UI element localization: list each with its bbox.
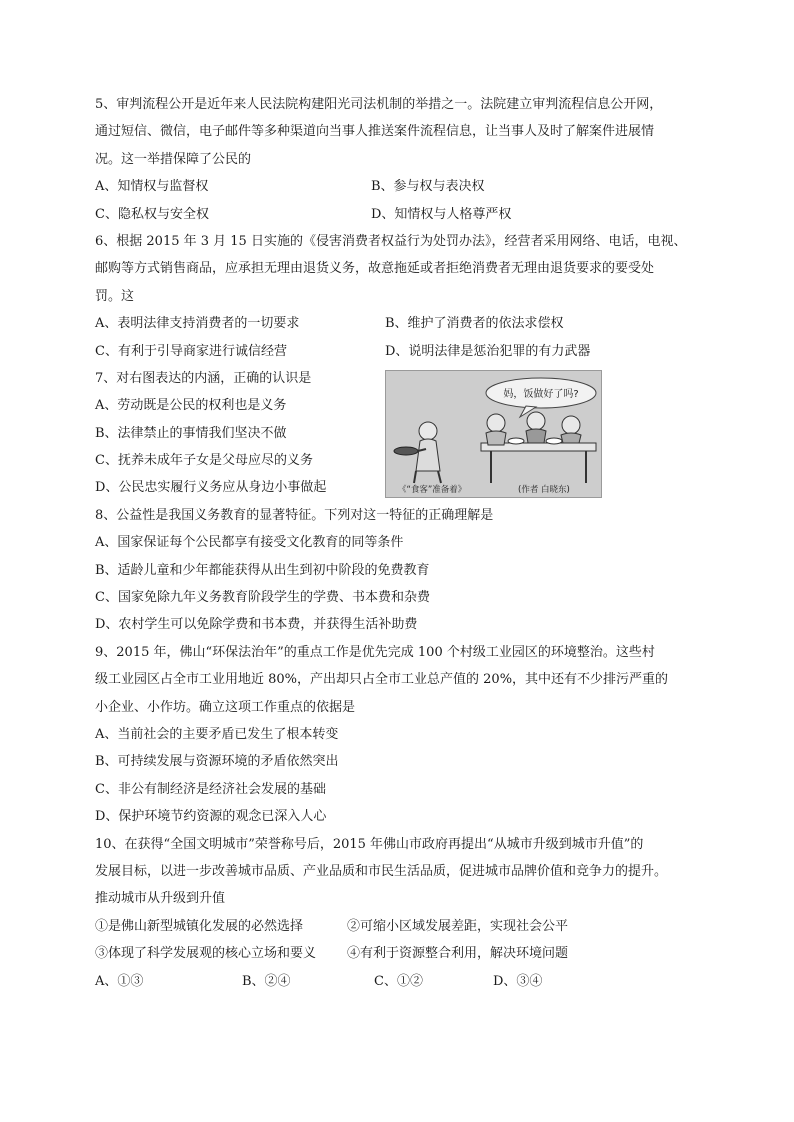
option-c[interactable]: C、非公有制经济是经济社会发展的基础 [95, 781, 326, 797]
question-10-statements-row-1 [95, 913, 705, 940]
exam-page [95, 91, 705, 995]
statement-2: ②可缩小区域发展差距，实现社会公平 [347, 918, 569, 934]
question-10-line-2: 发展目标，以进一步改善城市品质、产业品质和市民生活品质，促进城市品牌价值和竞争力的提升。 [95, 863, 668, 879]
cartoon-caption-author: (作者 白晓东) [518, 484, 570, 495]
question-9 [95, 639, 705, 831]
option-c[interactable]: C、有利于引导商家进行诚信经营 [95, 343, 287, 359]
question-6-options-row-1 [95, 310, 705, 337]
option-b[interactable]: B、适龄儿童和少年都能获得从出生到初中阶段的免费教育 [95, 562, 430, 578]
statement-3: ③体现了科学发展观的核心立场和要义 [95, 946, 317, 962]
option-a[interactable]: A、当前社会的主要矛盾已发生了根本转变 [95, 726, 339, 742]
question-6-line-2: 邮购等方式销售商品，应承担无理由退货义务，故意拖延或者拒绝消费者无理由退货要求的要受处 [95, 261, 655, 277]
question-7-stem: 7、对右图表达的内涵，正确的认识是 [95, 370, 312, 386]
statement-1: ①是佛山新型城镇化发展的必然选择 [95, 918, 304, 934]
option-a[interactable]: A、①③ [95, 973, 144, 989]
option-c[interactable]: C、抚养未成年子女是父母应尽的义务 [95, 453, 313, 469]
option-c[interactable]: C、国家免除九年义务教育阶段学生的学费、书本费和杂费 [95, 590, 430, 606]
option-b[interactable]: B、②④ [242, 973, 291, 989]
question-8 [95, 502, 705, 639]
question-5-options-row-1 [95, 173, 705, 200]
question-6-options-row-2 [95, 338, 705, 365]
option-a[interactable]: A、知情权与监督权 [95, 179, 209, 195]
statement-4: ④有利于资源整合利用，解决环境问题 [347, 946, 569, 962]
option-d[interactable]: D、知情权与人格尊严权 [371, 206, 512, 222]
option-c[interactable]: C、①② [374, 973, 423, 989]
question-5-line-3: 况。这一举措保障了公民的 [95, 151, 252, 167]
option-d[interactable]: D、③④ [493, 973, 543, 989]
question-5 [95, 91, 705, 228]
option-a[interactable]: A、表明法律支持消费者的一切要求 [95, 316, 300, 332]
cartoon-drawing [386, 371, 601, 497]
question-6-line-3: 罚。这 [95, 288, 135, 304]
question-9-line-1: 9、2015 年，佛山“环保法治年”的重点工作是优先完成 100 个村级工业园区的环境整治。这些村 [95, 644, 655, 660]
cartoon-caption-title: 《“食客”准备着》 [398, 484, 467, 495]
option-b[interactable]: B、法律禁止的事情我们坚决不做 [95, 425, 287, 441]
option-d[interactable]: D、保护环境节约资源的观念已深入人心 [95, 809, 327, 825]
question-5-options-row-2 [95, 201, 705, 228]
question-10-options [95, 968, 705, 995]
cartoon-speech-text: 妈，饭做好了吗? [503, 388, 579, 400]
question-10-line-3: 推动城市从升级到升值 [95, 891, 226, 907]
question-8-stem: 8、公益性是我国义务教育的显著特征。下列对这一特征的正确理解是 [95, 507, 494, 523]
option-b[interactable]: B、参与权与表决权 [371, 179, 485, 195]
option-a[interactable]: A、劳动既是公民的权利也是义务 [95, 398, 287, 414]
option-d[interactable]: D、公民忠实履行义务应从身边小事做起 [95, 480, 327, 496]
question-9-line-3: 小企业、小作坊。确立这项工作重点的依据是 [95, 699, 356, 715]
option-d[interactable]: D、农村学生可以免除学费和书本费，并获得生活补助费 [95, 617, 418, 633]
question-10-line-1: 10、在获得“全国文明城市”荣誉称号后，2015 年佛山市政府再提出“从城市升级到城市升值”的 [95, 836, 644, 852]
question-6-line-1: 6、根据 2015 年 3 月 15 日实施的《侵害消费者权益行为处罚办法》，经营者采用网络、电话，电视、 [95, 233, 687, 249]
question-9-line-2: 级工业园区占全市工业用地近 80%，产出却只占全市工业总产值的 20%，其中还有不少排污严重的 [95, 672, 669, 688]
question-5-line-1: 5、审判流程公开是近年来人民法院构建阳光司法机制的举措之一。法院建立审判流程信息公开网， [95, 97, 663, 112]
option-b[interactable]: B、维护了消费者的依法求偿权 [385, 316, 564, 332]
option-d[interactable]: D、说明法律是惩治犯罪的有力武器 [385, 343, 591, 359]
question-10 [95, 831, 705, 995]
question-5-line-2: 通过短信、微信，电子邮件等多种渠道向当事人推送案件流程信息，让当事人及时了解案件进展情 [95, 124, 655, 140]
option-b[interactable]: B、可持续发展与资源环境的矛盾依然突出 [95, 754, 339, 770]
question-10-statements-row-2 [95, 940, 705, 967]
option-a[interactable]: A、国家保证每个公民都享有接受文化教育的同等条件 [95, 535, 404, 551]
option-c[interactable]: C、隐私权与安全权 [95, 206, 209, 222]
question-6 [95, 228, 705, 365]
cartoon-image [385, 370, 602, 498]
question-7 [95, 365, 705, 502]
